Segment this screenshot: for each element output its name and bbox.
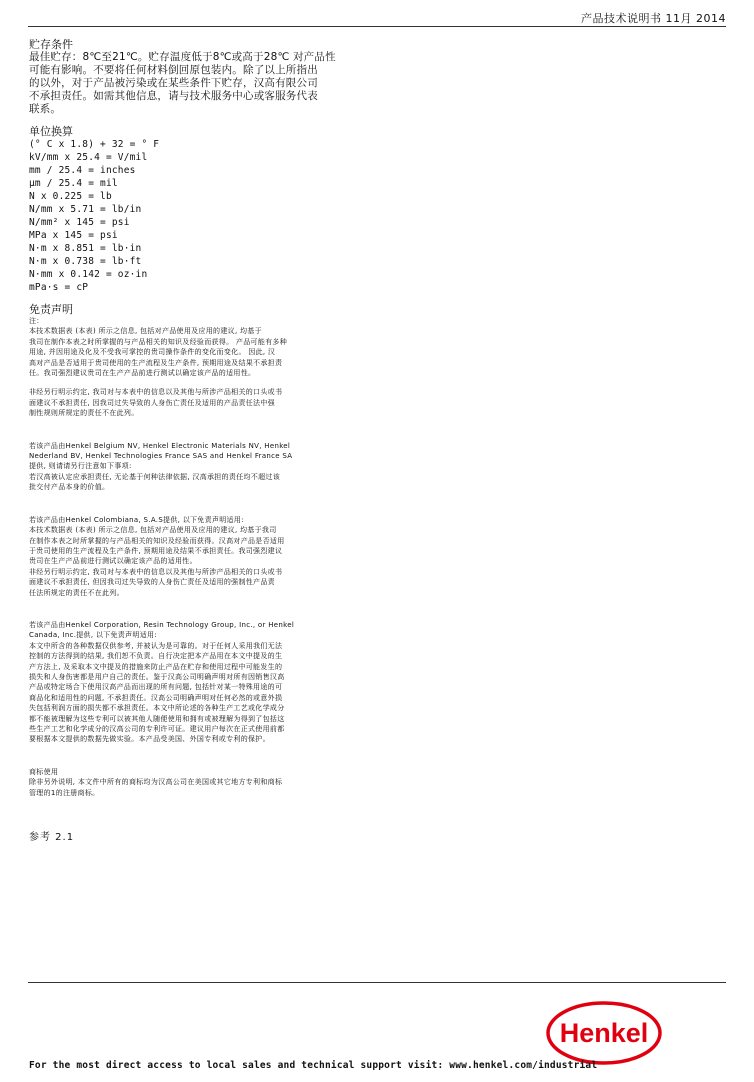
disclaimer-paragraph-3: 若该产品由Henkel Belgium NV, Henkel Electronic Materials NV, Henkel Nederland BV, Henkel Technologies France SAS and Henkel France SA 提供, 则请请另行注意如下事项: 若汉高被认定应承担责任, 无论基于何种法律依据, 汉高承担的责任均不超过该 批交付产品本身的价值。 xyxy=(29,441,293,492)
document-body xyxy=(29,38,369,843)
disclaimer-paragraph-5: 若该产品由Henkel Corporation, Resin Technology Group, Inc., or Henkel Canada, Inc.提供, 以下免责声明适用: 本文中所含的各种数据仅供参考, 并被认为是可靠的。对于任何人采用我们无法 控制的方法得到的结果, 我们恕不负责。自行决定把本产品用在本文中提及的生 产方法上, 及采取本文中提及的措施来防止产品在贮存和使用过程中可能发生的 损失和人身伤害都是用户自己的责任。鉴于汉高公司明确声明对所有因销售汉高 产品或特定场合下使用汉高产品而出现的所有问题, 包括针对某一特殊用途的可 商品化和适用性的问题, 不承担责任。汉高公司明确声明对任何必然的或意外损 失包括利润方面的损失都不承担责任。本文中所论述的各种生产工艺或化学成分 都不能被理解为这些专利可以被其他人随便使用和拥有或被理解为得到了包括这 些生产工艺和化学成分的汉高公司的专利许可证。建议用户每次在正式使用前都 要根据本文提供的数据先做实验。本产品受美国、外国专利或专利的保护。 xyxy=(29,620,295,744)
disclaimer-title: 免责声明 xyxy=(29,303,73,316)
conversion-line: N·mm x 0.142 = oz·in xyxy=(29,269,148,280)
storage-title: 贮存条件 xyxy=(29,38,73,51)
conversion-line: N/mm x 5.71 = lb/in xyxy=(29,204,142,215)
header-divider xyxy=(28,26,726,27)
disclaimer-paragraph-2: 非经另行明示约定, 我司对与本表中的信息以及其他与所涉产品相关的口头或书 面建议不承担责任, 因我司过失导致的人身伤亡责任及适用的产品责任法中强 制性规则所规定的责任不在此列。 xyxy=(29,388,283,418)
footer-support-link: For the most direct access to local sales and technical support visit: www.henkel.com/industrial xyxy=(29,1060,598,1071)
trademark-title: 商标使用 xyxy=(29,767,59,776)
conversion-list xyxy=(29,138,369,294)
conversion-line: N·m x 8.851 = lb·in xyxy=(29,243,142,254)
disclaimer-note-label: 注： xyxy=(29,317,44,325)
conversion-line: mPa·s = cP xyxy=(29,282,89,293)
conversion-line: (° C x 1.8) + 32 = ° F xyxy=(29,139,160,150)
storage-text: 最佳贮存：8℃至21℃。贮存温度低于8℃或高于28℃ 对产品性 可能有影响。不要将任何材料倒回原包装内。除了以上所指出 的以外，对于产品被污染或在某些条件下贮存，汉高有限公司 不承担责任。如需其他信息，请与技术服务中心或客服务代表 联系。 xyxy=(29,51,336,115)
trademark-text: 除非另外说明, 本文件中所有的商标均为汉高公司在美国或其它地方专利和商标 管理的1的注册商标。 xyxy=(29,778,283,797)
henkel-logo-text: Henkel xyxy=(559,1018,649,1048)
reference-number: 参考 2.1 xyxy=(29,832,75,844)
disclaimer-paragraph-4: 若该产品由Henkel Colombiana, S.A.S提供, 以下免责声明适用: 本技术数据表 (本表) 所示之信息, 包括对产品使用及应用的建议, 均基于我司 在制作本表之时所掌握的与产品相关的知识及经验而获得。汉高对产品是否适用 于贵司使用的生产流程及生产条件, 预期用途及结果不承担责任。我司强烈建议 贵司在生产产品前进行测试以确定该产品的适用性。 非经另行明示约定, 我司对与本表中的信息以及其他与所涉产品相关的口头或书 面建议不承担责任, 但因我司过失导致的人身伤亡责任及适用的强制性产品责 任法所规定的责任不在此列。 xyxy=(29,515,285,597)
conversion-title: 单位换算 xyxy=(29,125,73,138)
conversion-line: N x 0.225 = lb xyxy=(29,191,112,202)
conversion-line: MPa x 145 = psi xyxy=(29,230,118,241)
disclaimer-paragraph-1: 本技术数据表 (本表) 所示之信息, 包括对产品使用及应用的建议, 均基于 我司在制作本表之时所掌握的与产品相关的知识及经验而获得。 产品可能有多种 用途, 并因用途及化及不受我可掌控的贵司操作条件的变化而变化。 因此, 汉 高对产品是否适用于贵司使用的生产流程及生产条件, 预期用途及结果不承担责 任。我司强烈建议贵司在生产产品前进行测试以确定该产品的适用性。 xyxy=(29,327,288,378)
conversion-line: N/mm² x 145 = psi xyxy=(29,217,130,228)
conversion-line: mm / 25.4 = inches xyxy=(29,165,136,176)
henkel-logo xyxy=(545,1000,663,1066)
conversion-line: N·m x 0.738 = lb·ft xyxy=(29,256,142,267)
document-header: 产品技术说明书 11月 2014 xyxy=(581,12,726,25)
conversion-line: µm / 25.4 = mil xyxy=(29,178,118,189)
footer-divider xyxy=(28,982,726,983)
conversion-line: kV/mm x 25.4 = V/mil xyxy=(29,152,148,163)
